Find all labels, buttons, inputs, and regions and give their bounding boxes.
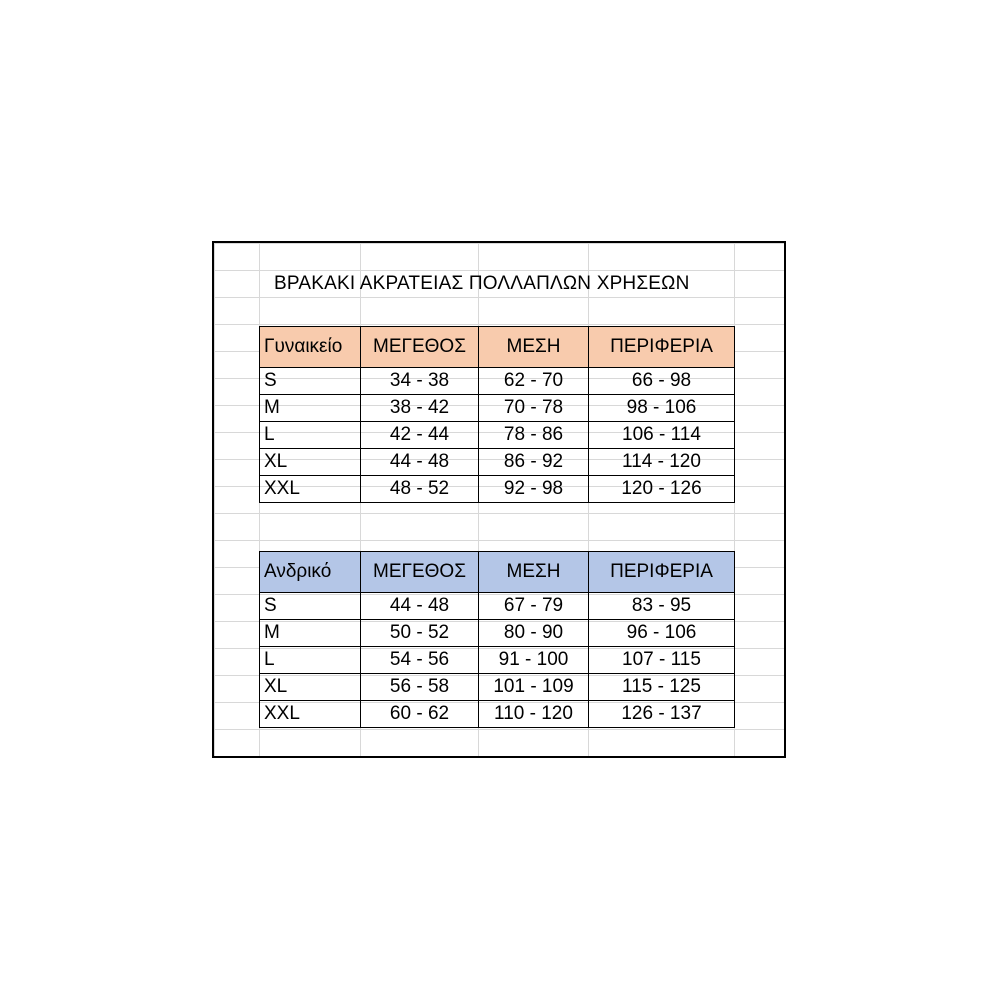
circumference-value: 96 - 106 <box>589 620 735 647</box>
size-value: 44 - 48 <box>361 593 479 620</box>
table-row <box>260 449 735 476</box>
size-value: 34 - 38 <box>361 368 479 395</box>
waist-value: 62 - 70 <box>479 368 589 395</box>
waist-value: 86 - 92 <box>479 449 589 476</box>
size-value: 56 - 58 <box>361 674 479 701</box>
chart-title: ΒΡΑΚΑΚΙ ΑΚΡΑΤΕΙΑΣ ΠΟΛΛΑΠΛΩΝ ΧΡΗΣΕΩΝ <box>274 273 690 294</box>
women-header-circumference: ΠΕΡΙΦΕΡΙΑ <box>589 327 735 368</box>
circumference-value: 66 - 98 <box>589 368 735 395</box>
size-label: M <box>260 395 361 422</box>
waist-value: 70 - 78 <box>479 395 589 422</box>
table-row <box>260 368 735 395</box>
table-row <box>260 701 735 728</box>
men-header-circumference: ΠΕΡΙΦΕΡΙΑ <box>589 552 735 593</box>
waist-value: 80 - 90 <box>479 620 589 647</box>
size-label: M <box>260 620 361 647</box>
table-row <box>260 593 735 620</box>
waist-value: 67 - 79 <box>479 593 589 620</box>
size-value: 42 - 44 <box>361 422 479 449</box>
circumference-value: 114 - 120 <box>589 449 735 476</box>
circumference-value: 83 - 95 <box>589 593 735 620</box>
women-header-waist: ΜΕΣΗ <box>479 327 589 368</box>
size-value: 48 - 52 <box>361 476 479 503</box>
size-label: XXL <box>260 476 361 503</box>
waist-value: 101 - 109 <box>479 674 589 701</box>
table-row <box>260 620 735 647</box>
table-row <box>260 647 735 674</box>
size-label: S <box>260 593 361 620</box>
table-row <box>260 395 735 422</box>
size-label: L <box>260 647 361 674</box>
size-label: S <box>260 368 361 395</box>
women-header-size: ΜΕΓΕΘΟΣ <box>361 327 479 368</box>
women-size-table <box>259 326 735 503</box>
women-header-category: Γυναικείο <box>260 327 361 368</box>
circumference-value: 107 - 115 <box>589 647 735 674</box>
size-label: XL <box>260 449 361 476</box>
men-header-size: ΜΕΓΕΘΟΣ <box>361 552 479 593</box>
circumference-value: 98 - 106 <box>589 395 735 422</box>
waist-value: 92 - 98 <box>479 476 589 503</box>
size-value: 38 - 42 <box>361 395 479 422</box>
size-value: 44 - 48 <box>361 449 479 476</box>
size-label: XL <box>260 674 361 701</box>
men-header-row <box>260 552 735 593</box>
women-header-row <box>260 327 735 368</box>
size-value: 60 - 62 <box>361 701 479 728</box>
table-row <box>260 422 735 449</box>
circumference-value: 115 - 125 <box>589 674 735 701</box>
table-row <box>260 476 735 503</box>
men-header-waist: ΜΕΣΗ <box>479 552 589 593</box>
size-label: XXL <box>260 701 361 728</box>
men-size-table <box>259 551 735 728</box>
waist-value: 110 - 120 <box>479 701 589 728</box>
men-header-category: Ανδρικό <box>260 552 361 593</box>
waist-value: 78 - 86 <box>479 422 589 449</box>
waist-value: 91 - 100 <box>479 647 589 674</box>
circumference-value: 120 - 126 <box>589 476 735 503</box>
circumference-value: 106 - 114 <box>589 422 735 449</box>
size-value: 50 - 52 <box>361 620 479 647</box>
circumference-value: 126 - 137 <box>589 701 735 728</box>
size-chart-sheet <box>212 241 786 758</box>
size-value: 54 - 56 <box>361 647 479 674</box>
table-row <box>260 674 735 701</box>
size-label: L <box>260 422 361 449</box>
